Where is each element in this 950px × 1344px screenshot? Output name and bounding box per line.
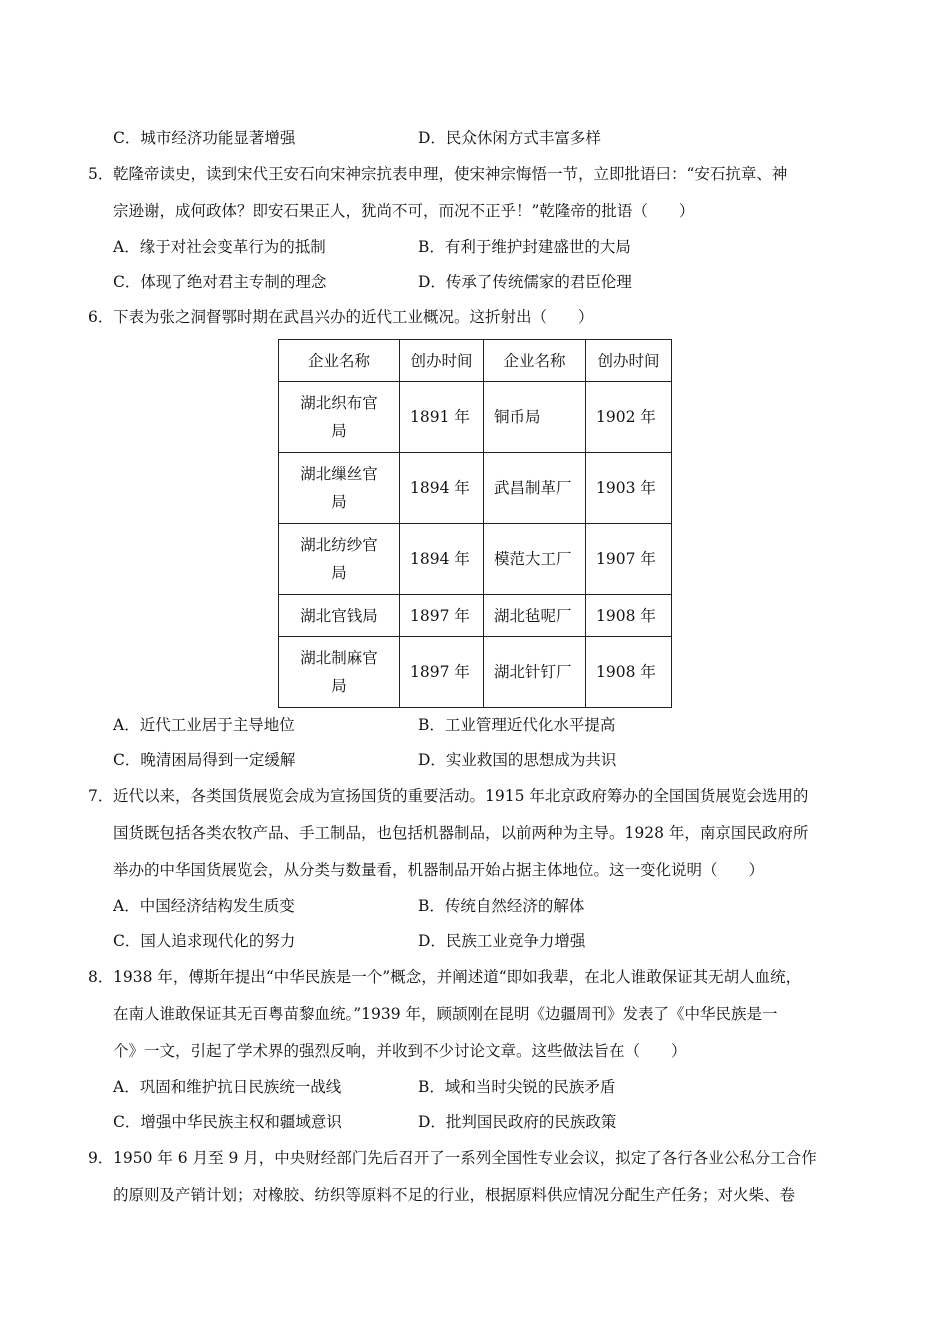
q7-stem-line2: 国货既包括各类农牧产品、手工制品，也包括机器制品，以前两种为主导。1928 年，南京国民政府所 (113, 824, 809, 842)
table-cell-name: 湖北毡呢厂 (484, 595, 586, 637)
q7-option-b: B．传统自然经济的解体 (418, 897, 585, 915)
industry-table (278, 339, 672, 708)
table-cell-name: 模范大工厂 (484, 524, 586, 595)
q8-option-b: B．域和当时尖锐的民族矛盾 (418, 1078, 616, 1096)
q5-option-b: B．有利于维护封建盛世的大局 (418, 238, 631, 256)
q6-option-a: A．近代工业居于主导地位 (113, 716, 295, 734)
q7-option-c: C．国人追求现代化的努力 (113, 932, 296, 950)
q8-stem-line1: 1938 年，傅斯年提出“中华民族是一个”概念，并阐述道“即如我辈，在北人谁敢保证其无胡人血统， (113, 968, 802, 986)
table-cell-year: 1908 年 (586, 637, 672, 708)
q6-option-b: B．工业管理近代化水平提高 (418, 716, 616, 734)
table-cell-year: 1897 年 (400, 637, 484, 708)
q7-option-d: D．民族工业竞争力增强 (418, 932, 586, 950)
table-cell-year: 1894 年 (400, 453, 484, 524)
table-header: 创办时间 (400, 340, 484, 382)
table-row (279, 595, 672, 637)
q8-number: 8． (88, 968, 114, 986)
table-cell-year: 1908 年 (586, 595, 672, 637)
q7-stem-line1: 近代以来，各类国货展览会成为宣扬国货的重要活动。1915 年北京政府筹办的全国国货展览会选用的 (113, 787, 809, 805)
q4-option-c: C．城市经济功能显著增强 (113, 129, 296, 147)
table-cell-name: 湖北官钱局 (279, 595, 400, 637)
table-cell-year: 1903 年 (586, 453, 672, 524)
q5-stem-line2: 宗逊谢，成何政体？即安石果正人，犹尚不可，而况不正乎！”乾隆帝的批语（ ） (113, 202, 695, 220)
q9-number: 9． (88, 1149, 114, 1167)
q5-option-a: A．缘于对社会变革行为的抵制 (113, 238, 326, 256)
q8-option-d: D．批判国民政府的民族政策 (418, 1113, 617, 1131)
q6-stem-line1: 下表为张之洞督鄂时期在武昌兴办的近代工业概况。这折射出（ ） (113, 308, 594, 326)
table-cell-name: 武昌制革厂 (484, 453, 586, 524)
q7-number: 7． (88, 787, 114, 805)
q5-stem-line1: 乾隆帝读史，读到宋代王安石向宋神宗抗表申理，使宋神宗悔悟一节，立即批语曰：“安石抗章、神 (113, 165, 788, 183)
table-cell-name: 湖北针钉厂 (484, 637, 586, 708)
table-row (279, 382, 672, 453)
q6-option-d: D．实业救国的思想成为共识 (418, 751, 617, 769)
table-cell-name: 湖北纺纱官 局 (279, 524, 400, 595)
q7-option-a: A．中国经济结构发生质变 (113, 897, 295, 915)
q6-option-c: C．晚清困局得到一定缓解 (113, 751, 296, 769)
table-cell-year: 1894 年 (400, 524, 484, 595)
q9-stem-line1: 1950 年 6 月至 9 月，中央财经部门先后召开了一系列全国性专业会议，拟定了各行各业公私分工合作 (113, 1149, 817, 1167)
q5-option-d: D．传承了传统儒家的君臣伦理 (418, 273, 632, 291)
table-cell-year: 1902 年 (586, 382, 672, 453)
q8-option-a: A．巩固和维护抗日民族统一战线 (113, 1078, 342, 1096)
q8-option-c: C．增强中华民族主权和疆域意识 (113, 1113, 342, 1131)
q5-number: 5． (88, 165, 114, 183)
table-cell-name: 湖北制麻官 局 (279, 637, 400, 708)
q7-stem-line3: 举办的中华国货展览会，从分类与数量看，机器制品开始占据主体地位。这一变化说明（ ） (113, 861, 765, 879)
table-row (279, 637, 672, 708)
table-cell-name: 湖北缫丝官 局 (279, 453, 400, 524)
table-row (279, 524, 672, 595)
q8-stem-line2: 在南人谁敢保证其无百粤苗黎血统。”1939 年，顾颉刚在昆明《边疆周刊》发表了《中华民族是一 (113, 1005, 778, 1023)
table-cell-name: 湖北织布官 局 (279, 382, 400, 453)
table-cell-year: 1891 年 (400, 382, 484, 453)
table-cell-year: 1897 年 (400, 595, 484, 637)
q4-option-d: D．民众休闲方式丰富多样 (418, 129, 601, 147)
q5-option-c: C．体现了绝对君主专制的理念 (113, 273, 327, 291)
q9-stem-line2: 的原则及产销计划；对橡胶、纺织等原料不足的行业，根据原料供应情况分配生产任务；对火柴、卷 (113, 1186, 796, 1204)
table-header: 企业名称 (484, 340, 586, 382)
table-cell-name: 铜币局 (484, 382, 586, 453)
table-header-row (279, 340, 672, 382)
table-row (279, 453, 672, 524)
q6-number: 6． (88, 308, 114, 326)
table-header: 企业名称 (279, 340, 400, 382)
table-header: 创办时间 (586, 340, 672, 382)
table-cell-year: 1907 年 (586, 524, 672, 595)
q8-stem-line3: 个》一文，引起了学术界的强烈反响，并收到不少讨论文章。这些做法旨在（ ） (113, 1042, 687, 1060)
